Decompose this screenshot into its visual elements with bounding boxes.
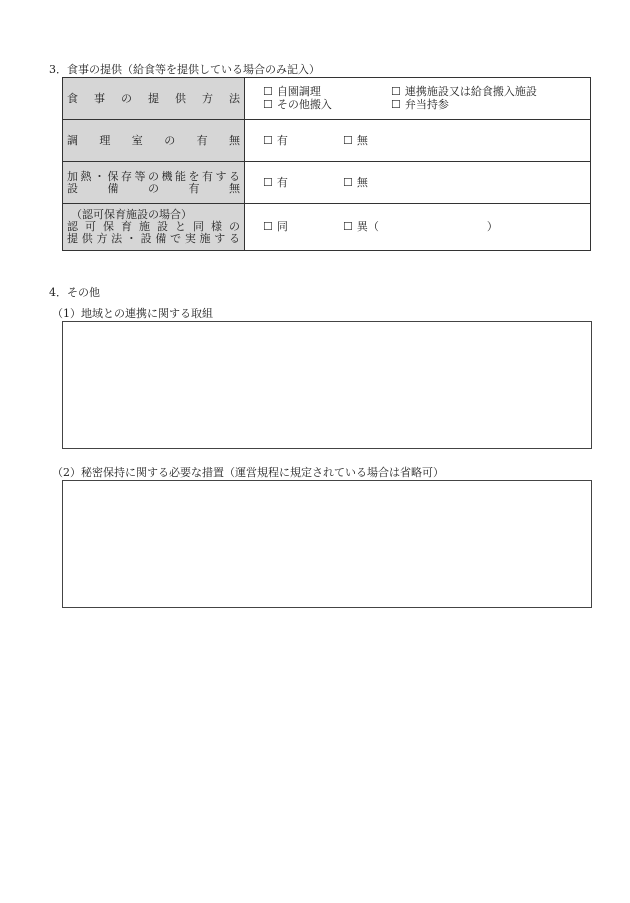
confidentiality-heading: （2）秘密保持に関する必要な措置（運営規程に規定されている場合は省略可） bbox=[52, 466, 444, 479]
option-other-delivery[interactable]: ☐ その他搬入 bbox=[263, 98, 332, 111]
table-row bbox=[63, 162, 591, 204]
option-equipment-no[interactable]: ☐ 無 bbox=[343, 175, 368, 189]
checkbox-icon: ☐ bbox=[343, 175, 353, 189]
checkbox-icon: ☐ bbox=[343, 133, 353, 147]
checkbox-icon: ☐ bbox=[343, 220, 353, 233]
table-row bbox=[63, 78, 591, 120]
checkbox-icon: ☐ bbox=[263, 220, 273, 233]
checkbox-icon: ☐ bbox=[263, 85, 273, 98]
checkbox-icon: ☐ bbox=[263, 133, 273, 147]
option-partner-facility[interactable]: ☐ 連携施設又は給食搬入施設 bbox=[391, 85, 537, 98]
community-collaboration-heading: （1）地域との連携に関する取組 bbox=[52, 307, 213, 320]
section4-heading: 4．その他 bbox=[49, 286, 100, 299]
section3-heading: 3．食事の提供（給食等を提供している場合のみ記入） bbox=[49, 63, 320, 76]
kitchen-label: 調 理 室 の 有 無 bbox=[63, 120, 245, 162]
table-row bbox=[63, 120, 591, 162]
confidentiality-textarea[interactable] bbox=[62, 480, 592, 608]
option-kitchen-no[interactable]: ☐ 無 bbox=[343, 133, 368, 147]
option-equipment-yes[interactable]: ☐ 有 bbox=[263, 175, 288, 189]
checkbox-icon: ☐ bbox=[263, 175, 273, 189]
option-same[interactable]: ☐ 同 bbox=[263, 220, 288, 233]
checkbox-icon: ☐ bbox=[391, 85, 401, 98]
community-collaboration-textarea[interactable] bbox=[62, 321, 592, 449]
meal-provision-table bbox=[62, 77, 591, 251]
checkbox-icon: ☐ bbox=[263, 98, 273, 111]
table-row bbox=[63, 204, 591, 251]
heating-equipment-label: 加熱・保存等の機能を有する 設 備 の 有 無 bbox=[63, 162, 245, 204]
option-packed-lunch[interactable]: ☐ 弁当持参 bbox=[391, 98, 449, 111]
option-different[interactable]: ☐ 異（ ） bbox=[343, 220, 498, 233]
option-kitchen-yes[interactable]: ☐ 有 bbox=[263, 133, 288, 147]
checkbox-icon: ☐ bbox=[391, 98, 401, 111]
option-own-kitchen[interactable]: ☐ 自園調理 bbox=[263, 85, 321, 98]
licensed-same-method-label: （認可保育施設の場合） 認可保育施設と同様の 提供方法・設備で実施する bbox=[63, 204, 245, 251]
meal-method-label: 食 事 の 提 供 方 法 bbox=[63, 78, 245, 120]
